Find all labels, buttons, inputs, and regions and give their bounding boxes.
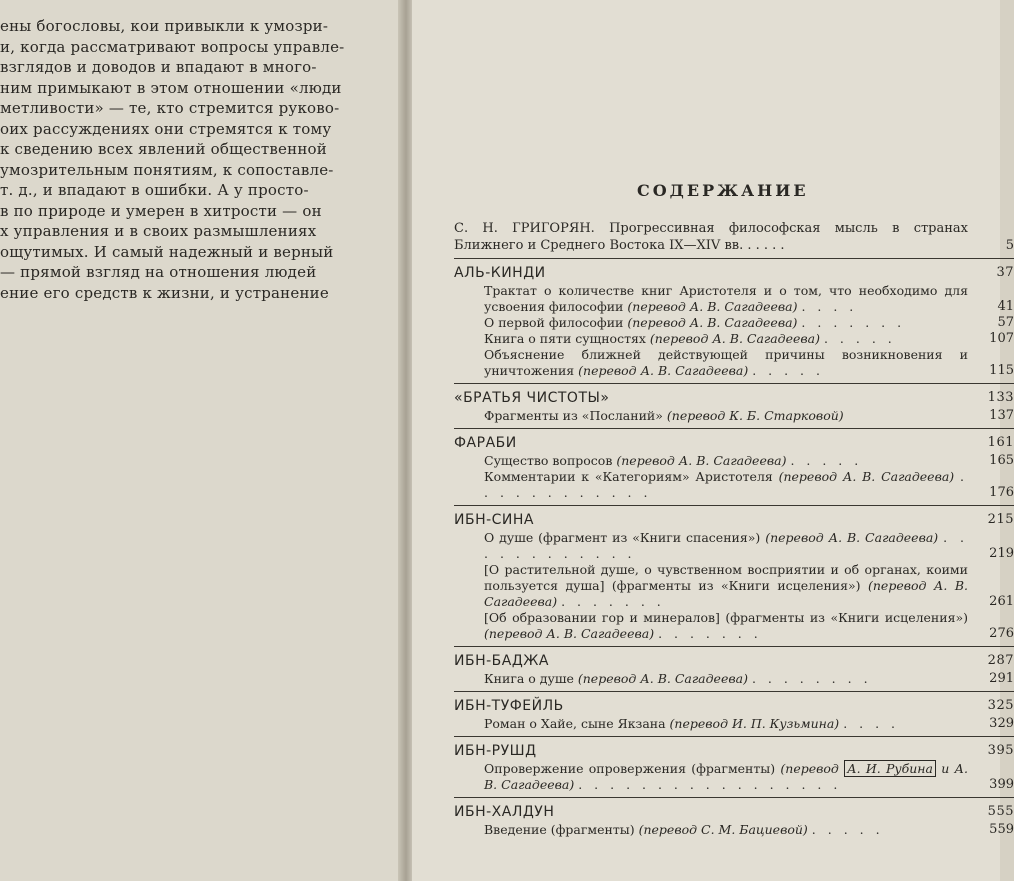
- translator-credit: (перевод А. В. Сагадеева): [627, 315, 798, 330]
- toc-dots: . . . . . . .: [658, 626, 762, 641]
- toc-dots: . . . . . . . .: [751, 671, 872, 686]
- translator-credit: (перевод К. Б. Старковой): [666, 408, 844, 423]
- section-name: ИБН-ТУФЕЙЛЬ: [454, 698, 564, 714]
- text-line: к сведению всех явлений общественной: [0, 140, 327, 158]
- toc-dots: . . . .: [801, 299, 858, 314]
- toc-dots: . . . . .: [790, 453, 863, 468]
- toc-dots: . . . .: [843, 716, 900, 731]
- toc-section: [454, 258, 1014, 379]
- toc-section: [454, 646, 1014, 687]
- toc-entry-text: [Об образовании гор и минералов] (фрагменты из «Книги исцеления»): [484, 610, 968, 625]
- toc-entry: [454, 315, 1014, 331]
- text-line: ощутимых. И самый надежный и верный: [0, 242, 334, 261]
- translator-credit: (перевод: [780, 761, 839, 776]
- text-line: т. д., и впадают в ошибки. А у просто-: [0, 181, 309, 199]
- toc-dots: . . . . . . . . . . . .: [484, 530, 968, 561]
- text-line: — прямой взгляд на отношения людей: [0, 263, 317, 281]
- text-line: умозрительным понятиям, к сопоставле-: [0, 160, 334, 179]
- table-of-contents: [454, 220, 1014, 838]
- toc-page-number: 395: [987, 743, 1014, 758]
- section-name: АЛЬ-КИНДИ: [454, 265, 546, 281]
- toc-entry-text: О первой философии: [484, 315, 624, 330]
- toc-entry-text: С. Н. ГРИГОРЯН. Прогрессивная философская мысль в странах Ближнего и Среднего Востока IX—XIV вв.: [454, 221, 968, 253]
- toc-page-number: 325: [987, 698, 1014, 713]
- toc-sections: [454, 258, 1014, 838]
- toc-entry-text: Роман о Хайе, сыне Якзана: [484, 716, 666, 731]
- page-title: СОДЕРЖАНИЕ: [637, 181, 809, 200]
- section-divider: [454, 797, 1014, 798]
- translator-credit: (перевод А. В. Сагадеева): [765, 530, 939, 545]
- toc-entry-text: Книга о душе: [484, 671, 574, 686]
- translator-credit: (перевод А. В. Сагадеева): [616, 453, 787, 468]
- translator-credit: (перевод С. М. Бациевой): [638, 822, 808, 837]
- toc-entry-text: Фрагменты из «Посланий»: [484, 408, 663, 423]
- translator-credit: (перевод А. В. Сагадеева): [778, 469, 955, 484]
- toc-page-number: 555: [987, 804, 1014, 819]
- toc-page-number: 115: [989, 363, 1014, 378]
- toc-page-number: 291: [989, 671, 1014, 686]
- toc-page-number: 329: [989, 716, 1014, 731]
- section-name: ИБН-БАДЖА: [454, 653, 549, 669]
- toc-dots: . . . . . . .: [801, 315, 906, 330]
- toc-dots: . . . . .: [811, 822, 884, 837]
- translator-credit: (перевод А. В. Сагадеева): [484, 578, 968, 609]
- toc-page-number: 57: [997, 315, 1014, 330]
- toc-dots: . . . . . . . . . . . .: [484, 469, 968, 500]
- toc-page-number: 41: [997, 299, 1014, 314]
- toc-entry: [454, 408, 1014, 424]
- toc-section-heading: [454, 741, 1014, 761]
- toc-page-number: 137: [989, 408, 1014, 423]
- toc-dots: . . . . . . .: [561, 594, 665, 609]
- toc-entry: [454, 610, 1014, 642]
- toc-entry: [454, 331, 1014, 347]
- toc-page-number: 165: [989, 453, 1014, 468]
- toc-page-number: 559: [989, 822, 1014, 837]
- toc-section-heading: [454, 510, 1014, 530]
- toc-section-heading: [454, 263, 1014, 283]
- toc-entry-text: Книга о пяти сущностях: [484, 331, 646, 346]
- toc-entry: [454, 283, 1014, 315]
- toc-entry: [454, 347, 1014, 379]
- toc-section: [454, 505, 1014, 642]
- toc-section-heading: [454, 388, 1014, 408]
- toc-entry: [454, 562, 1014, 610]
- toc-page-number: 107: [989, 331, 1014, 346]
- toc-entry: [454, 469, 1014, 501]
- text-line: в по природе и умерен в хитрости — он: [0, 201, 322, 220]
- toc-section-heading: [454, 651, 1014, 671]
- toc-entry-text: Введение (фрагменты): [484, 822, 635, 837]
- toc-page-number: 5: [1005, 238, 1014, 253]
- section-divider: [454, 505, 1014, 506]
- toc-entry: [454, 453, 1014, 469]
- translator-credit: и А. В. Сагадеева): [484, 761, 968, 792]
- toc-page-number: 287: [987, 653, 1014, 668]
- translator-credit: (перевод И. П. Кузьмина): [669, 716, 840, 731]
- toc-page-number: 37: [996, 265, 1014, 280]
- toc-author-entry: [454, 220, 1014, 254]
- section-name: ИБН-СИНА: [454, 512, 535, 528]
- toc-page-number: 276: [989, 626, 1014, 641]
- left-page: [0, 0, 400, 881]
- section-divider: [454, 691, 1014, 692]
- toc-section: [454, 736, 1014, 793]
- section-name: ИБН-РУШД: [454, 743, 537, 759]
- toc-entry-text: [О растительной душе, о чувственном восприятии и об органах, коими пользуется душа] (фрагменты из «Книги исцеления»): [484, 562, 968, 593]
- toc-entry-text: Существо вопросов: [484, 453, 613, 468]
- toc-page-number: 399: [989, 777, 1014, 792]
- translator-credit: (перевод А. В. Сагадеева): [649, 331, 820, 346]
- toc-entry-text: Трактат о количестве книг Аристотеля и о том, что необходимо для усвоения философии: [484, 283, 968, 314]
- section-divider: [454, 736, 1014, 737]
- section-name: «БРАТЬЯ ЧИСТОТЫ»: [454, 390, 610, 406]
- toc-entry-text: Объяснение ближней действующей причины возникновения и уничтожения: [484, 347, 968, 378]
- text-line: ним примыкают в этом отношении «люди: [0, 78, 342, 97]
- translator-boxed-name: А. И. Рубина: [844, 760, 936, 777]
- toc-entry-text: О душе (фрагмент из «Книги спасения»): [484, 530, 761, 545]
- section-divider: [454, 383, 1014, 384]
- toc-entry: [454, 716, 1014, 732]
- translator-credit: (перевод А. В. Сагадеева): [627, 299, 798, 314]
- toc-dots: . . . . .: [747, 238, 785, 253]
- translator-credit: (перевод А. В. Сагадеева): [578, 363, 749, 378]
- left-page-text: [0, 16, 360, 303]
- toc-dots: . . . . .: [752, 363, 824, 378]
- text-line: метливости» — те, кто стремится руково-: [0, 99, 340, 117]
- translator-credit: (перевод А. В. Сагадеева): [484, 626, 655, 641]
- toc-section: [454, 797, 1014, 838]
- text-line: х управления и в своих размышлениях: [0, 222, 317, 240]
- toc-page-number: 133: [987, 390, 1014, 405]
- toc-section: [454, 691, 1014, 732]
- toc-entry: [454, 761, 1014, 793]
- toc-dots: . . . . . . . . . . . . . . . . .: [578, 777, 842, 792]
- toc-entry-text: Комментарии к «Категориям» Аристотеля: [484, 469, 773, 484]
- toc-page-number: 215: [987, 512, 1014, 527]
- text-line: ение его средств к жизни, и устранение: [0, 283, 329, 302]
- toc-dots: . . . . .: [823, 331, 896, 346]
- text-line: оих рассуждениях они стремятся к тому: [0, 119, 332, 138]
- translator-credit: (перевод А. В. Сагадеева): [577, 671, 748, 686]
- toc-section-heading: [454, 433, 1014, 453]
- toc-entry: [454, 822, 1014, 838]
- toc-section: [454, 428, 1014, 501]
- toc-page-number: 219: [989, 546, 1014, 561]
- toc-section: [454, 383, 1014, 424]
- right-page: [412, 0, 1014, 881]
- toc-section-heading: [454, 802, 1014, 822]
- text-line: ены богословы, кои привыкли к умозри-: [0, 17, 329, 35]
- toc-entry: [454, 671, 1014, 687]
- section-divider: [454, 646, 1014, 647]
- toc-entry-text: Опровержение опровержения (фрагменты): [484, 761, 776, 776]
- toc-section-heading: [454, 696, 1014, 716]
- toc-entry: [454, 530, 1014, 562]
- text-line: взглядов и доводов и впадают в много-: [0, 58, 317, 76]
- section-name: ФАРАБИ: [454, 435, 517, 451]
- toc-page-number: 176: [989, 485, 1014, 500]
- text-line: и, когда рассматривают вопросы управле-: [0, 37, 345, 56]
- section-divider: [454, 428, 1014, 429]
- toc-page-number: 261: [989, 594, 1014, 609]
- toc-page-number: 161: [987, 435, 1014, 450]
- section-name: ИБН-ХАЛДУН: [454, 804, 555, 820]
- section-divider: [454, 258, 1014, 259]
